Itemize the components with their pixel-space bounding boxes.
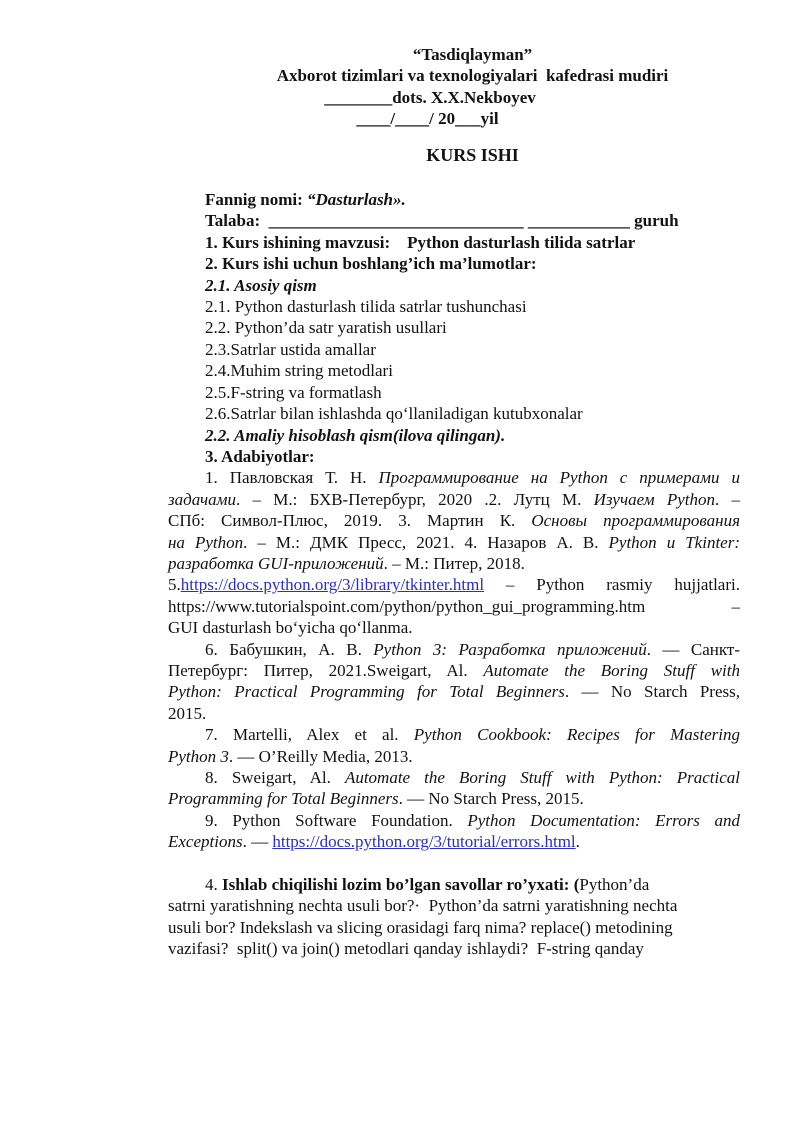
text-run: Automate the Boring Stuff with Python: Practical	[344, 768, 740, 787]
outline-item	[168, 317, 740, 338]
text-run: 2.1. Python dasturlash tilida satrlar tushunchasi	[205, 297, 527, 317]
text-run: Fannig nomi:	[205, 190, 308, 210]
text-run: “Dasturlash».	[307, 190, 406, 210]
text-run: 2. Kurs ishi uchun boshlang’ich ma’lumotlar:	[205, 254, 537, 274]
text-run: Talaba: ______________________________ ____________ guruh	[205, 211, 679, 231]
approval-date-line	[168, 108, 650, 129]
approval-line-1	[168, 44, 740, 65]
text-run: 8. Sweigart, Al.	[205, 768, 345, 787]
text-run: ________dots. X.X.Nekboyev	[324, 87, 536, 107]
text-run: . – М.: БХВ-Петербург, 2020 .2. Лутц М.	[235, 489, 594, 509]
reference-line	[168, 788, 740, 809]
text-run: 2.2. Amaliy hisoblash qism(ilova qilingan).	[205, 425, 506, 445]
text-run: 2.2. Python’da satr yaratish usullari	[205, 318, 447, 338]
text-run: . — Санкт-	[646, 639, 740, 659]
text-run: 4.	[205, 875, 222, 895]
text-column	[168, 44, 740, 960]
text-run: Programming for Total Beginners	[168, 789, 399, 809]
text-run: satrni yaratishning nechta usuli bor?· Python’da satrni yaratishning nechta	[168, 896, 678, 916]
approval-signature-line	[168, 87, 655, 108]
text-run: Python и Tkinter:	[608, 532, 740, 552]
text-run: Python Cookbook: Recipes for Mastering	[413, 725, 741, 745]
reference-line	[168, 660, 740, 681]
text-run: 6. Бабушкин, А. В.	[205, 639, 374, 659]
reference-line	[168, 724, 740, 745]
text-run: 7. Martelli, Alex et al.	[205, 725, 414, 745]
outline-item	[168, 339, 740, 360]
outline-item	[168, 403, 740, 424]
text-run: vazifasi? split() va join() metodlari qanday ishlaydi? F-string qanday	[168, 939, 644, 959]
text-run: 9. Python Software Foundation.	[205, 810, 468, 830]
text-run: 3. Adabiyotlar:	[205, 446, 315, 466]
text-run: Python Documentation: Errors and	[467, 810, 740, 830]
text-run: “Tasdiqlayman”	[412, 45, 533, 64]
text-run: . —	[242, 832, 273, 852]
text-run: . — O’Reilly Media, 2013.	[228, 746, 413, 766]
student-line	[168, 210, 740, 231]
outline-item	[168, 296, 740, 317]
text-run: KURS ISHI	[426, 144, 519, 165]
reference-line	[168, 703, 740, 724]
text-run: . –	[714, 489, 740, 509]
text-run: 2.6.Satrlar bilan ishlashda qo‘llaniladigan kutubxonalar	[205, 404, 583, 424]
text-run: . – М.: Питер, 2018.	[383, 553, 525, 573]
text-run: Петербург: Питер, 2021.Sweigart, Al.	[168, 660, 484, 680]
text-run: СПб: Символ-Плюс, 2019. 3. Мартин К.	[168, 511, 532, 531]
reference-line	[168, 617, 740, 638]
main-part-heading	[168, 275, 740, 296]
text-run: задачами	[168, 489, 236, 509]
text-run: Программирование на Python с примерами и	[378, 468, 740, 488]
references-heading	[168, 446, 740, 467]
reference-line	[168, 489, 740, 510]
text-run: . – М.: ДМК Пресс, 2021. 4. Назаров А. В.	[243, 532, 609, 552]
reference-line	[168, 596, 740, 617]
text-run: Python 3	[168, 746, 229, 766]
outline-item	[168, 360, 740, 381]
reference-line	[168, 681, 740, 702]
hyperlink[interactable]: https://docs.python.org/3/library/tkinter.html	[180, 575, 485, 595]
topic-line	[168, 232, 740, 253]
text-run: 5.	[168, 575, 181, 595]
text-run: 2.3.Satrlar ustida amallar	[205, 339, 376, 359]
document-title	[168, 145, 740, 166]
text-run: на Python	[168, 532, 244, 552]
text-run: Python’da	[579, 875, 650, 895]
text-run: Основы программирования	[531, 511, 741, 531]
text-run: Exceptions	[168, 832, 243, 852]
subject-line	[168, 189, 740, 210]
text-run: . — No Starch Press, 2015.	[398, 789, 584, 809]
reference-line	[168, 467, 740, 488]
text-run: Python: Practical Programming for Total Beginners	[168, 682, 565, 702]
reference-line	[168, 767, 740, 788]
reference-line	[168, 639, 740, 660]
text-run: 2.4.Muhim string metodlari	[205, 361, 393, 381]
text-run: ____/____/ 20___yil	[356, 109, 499, 129]
practical-part-heading	[168, 425, 740, 446]
text-run: разработка GUI-приложений	[168, 553, 384, 573]
questions-line	[168, 938, 740, 959]
text-run: usuli bor? Indekslash va slicing orasidagi farq nima? replace() metodining	[168, 917, 673, 937]
blank-line	[168, 853, 740, 874]
approval-line-2	[168, 65, 740, 86]
questions-line	[168, 874, 740, 895]
text-run: 2015.	[168, 703, 207, 723]
questions-line	[168, 895, 740, 916]
text-run: 2.1. Asosiy qism	[205, 275, 317, 295]
text-run: Изучаем Python	[593, 489, 715, 509]
text-run: https://www.tutorialspoint.com/python/python_gui_programming.htm –	[168, 596, 740, 616]
text-run: . — No Starch Press,	[564, 682, 740, 702]
reference-line	[168, 810, 740, 831]
text-run: Ishlab chiqilishi lozim bo’lgan savollar ro’yxati: (	[222, 875, 580, 895]
reference-line	[168, 831, 740, 852]
reference-line	[168, 574, 740, 595]
text-run: Automate the Boring Stuff with	[483, 660, 740, 680]
text-run: 2.5.F-string va formatlash	[205, 382, 382, 402]
text-run: 1. Павловская Т. Н.	[205, 468, 379, 488]
text-run: Axborot tizimlari va texnologiyalari kafedrasi mudiri	[276, 66, 669, 86]
reference-line	[168, 746, 740, 767]
text-run: 1. Kurs ishining mavzusi: Python dasturlash tilida satrlar	[205, 232, 636, 252]
outline-item	[168, 382, 740, 403]
hyperlink[interactable]: https://docs.python.org/3/tutorial/errors.html	[272, 832, 576, 852]
reference-line	[168, 532, 740, 553]
initial-data-heading	[168, 253, 740, 274]
reference-line	[168, 553, 740, 574]
questions-line	[168, 917, 740, 938]
reference-line	[168, 510, 740, 531]
text-run: – Python rasmiy hujjatlari.	[484, 575, 740, 595]
text-run: .	[575, 832, 580, 852]
text-run: GUI dasturlash bo‘yicha qo‘llanma.	[168, 618, 413, 638]
text-run: Python 3: Разработка приложений	[373, 639, 647, 659]
